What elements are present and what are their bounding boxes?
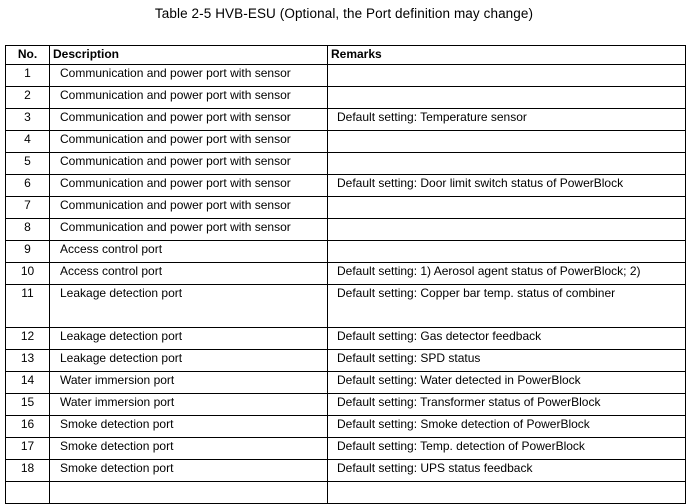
cell-remarks — [328, 131, 686, 153]
cell-no: 5 — [6, 153, 50, 175]
cell-remarks — [328, 87, 686, 109]
cell-no: 11 — [6, 285, 50, 328]
table-row — [6, 109, 686, 131]
cell-description: Leakage detection port — [50, 350, 328, 372]
cell-description: Water immersion port — [50, 372, 328, 394]
table-row — [6, 175, 686, 197]
table-body — [6, 65, 686, 504]
cell-no: 1 — [6, 65, 50, 87]
cell-remarks — [328, 153, 686, 175]
cell-no: 12 — [6, 328, 50, 350]
cell-description: Communication and power port with sensor — [50, 131, 328, 153]
port-definition-table — [5, 45, 686, 504]
cell-remarks: Default setting: UPS status feedback — [328, 460, 686, 482]
cell-remarks: Default setting: 1) Aerosol agent status of PowerBlock; 2) — [328, 263, 686, 285]
table-row — [6, 394, 686, 416]
cell-no: 16 — [6, 416, 50, 438]
table-row — [6, 328, 686, 350]
table-row — [6, 460, 686, 482]
table-row — [6, 372, 686, 394]
table-row — [6, 65, 686, 87]
table-row — [6, 153, 686, 175]
cell-description: Smoke detection port — [50, 438, 328, 460]
empty-cell — [6, 482, 50, 504]
empty-cell — [50, 482, 328, 504]
table-row — [6, 263, 686, 285]
cell-remarks: Default setting: SPD status — [328, 350, 686, 372]
cell-description: Communication and power port with sensor — [50, 109, 328, 131]
cell-no: 17 — [6, 438, 50, 460]
cell-no: 14 — [6, 372, 50, 394]
table-row — [6, 350, 686, 372]
cell-remarks — [328, 197, 686, 219]
cell-no: 15 — [6, 394, 50, 416]
table-row — [6, 131, 686, 153]
cell-remarks: Default setting: Copper bar temp. status of combiner — [328, 285, 686, 328]
cell-no: 10 — [6, 263, 50, 285]
cell-remarks: Default setting: Temp. detection of PowerBlock — [328, 438, 686, 460]
cell-description: Leakage detection port — [50, 328, 328, 350]
table-row — [6, 197, 686, 219]
cell-remarks: Default setting: Temperature sensor — [328, 109, 686, 131]
cell-description: Communication and power port with sensor — [50, 219, 328, 241]
table-row — [6, 87, 686, 109]
cell-no: 8 — [6, 219, 50, 241]
table-caption: Table 2-5 HVB-ESU (Optional, the Port definition may change) — [154, 6, 534, 21]
cell-remarks: Default setting: Smoke detection of PowerBlock — [328, 416, 686, 438]
cell-description: Communication and power port with sensor — [50, 175, 328, 197]
table-row-empty — [6, 482, 686, 504]
table-row — [6, 416, 686, 438]
cell-no: 2 — [6, 87, 50, 109]
cell-description: Smoke detection port — [50, 460, 328, 482]
cell-description: Access control port — [50, 263, 328, 285]
cell-no: 18 — [6, 460, 50, 482]
table-row — [6, 219, 686, 241]
cell-no: 7 — [6, 197, 50, 219]
cell-remarks — [328, 65, 686, 87]
cell-no: 3 — [6, 109, 50, 131]
cell-remarks: Default setting: Gas detector feedback — [328, 328, 686, 350]
empty-cell — [328, 482, 686, 504]
cell-no: 4 — [6, 131, 50, 153]
cell-description: Access control port — [50, 241, 328, 263]
cell-description: Smoke detection port — [50, 416, 328, 438]
cell-remarks: Default setting: Transformer status of PowerBlock — [328, 394, 686, 416]
header-description: Description — [50, 46, 328, 65]
cell-description: Communication and power port with sensor — [50, 153, 328, 175]
cell-no: 6 — [6, 175, 50, 197]
cell-description: Communication and power port with sensor — [50, 87, 328, 109]
cell-remarks — [328, 219, 686, 241]
cell-description: Communication and power port with sensor — [50, 65, 328, 87]
cell-remarks: Default setting: Door limit switch status of PowerBlock — [328, 175, 686, 197]
table-row — [6, 285, 686, 328]
table-row — [6, 241, 686, 263]
table-row — [6, 438, 686, 460]
cell-no: 9 — [6, 241, 50, 263]
header-remarks: Remarks — [328, 46, 686, 65]
cell-description: Water immersion port — [50, 394, 328, 416]
cell-remarks — [328, 241, 686, 263]
cell-no: 13 — [6, 350, 50, 372]
cell-remarks: Default setting: Water detected in PowerBlock — [328, 372, 686, 394]
cell-description: Leakage detection port — [50, 285, 328, 328]
table-header-row — [6, 46, 686, 65]
cell-description: Communication and power port with sensor — [50, 197, 328, 219]
header-no: No. — [6, 46, 50, 65]
